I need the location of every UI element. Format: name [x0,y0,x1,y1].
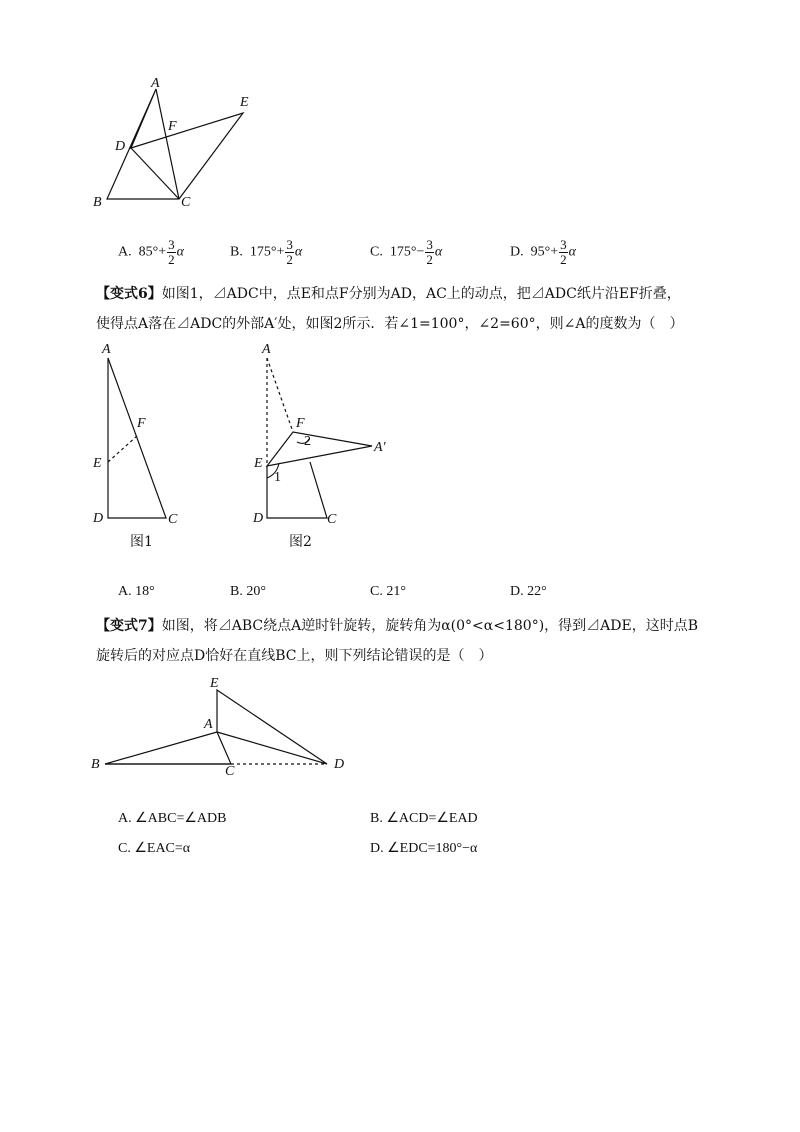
q5-option-b[interactable] [230,238,302,267]
fig5-label-F: F [168,119,177,134]
q5-option-a-den: 2 [168,252,175,267]
fig1-label-D: D [93,511,104,526]
fig2-caption: 图2 [289,534,312,550]
figure-q7 [95,680,345,780]
q5-option-a-key: A. [118,244,132,260]
fig2-label-1: 1 [274,470,281,485]
q5-option-d[interactable] [510,238,576,267]
q6-option-c[interactable]: C. 21° [370,584,406,599]
q7-stem-1: 如图，将⊿ABC绕点A逆时针旋转，旋转角为α(0°<α<180°)，得到⊿ADE，这时点B [161,618,698,634]
fig1-label-F: F [137,416,146,431]
fig1-caption: 图1 [130,534,153,550]
q7-option-a[interactable]: A. ∠ABC=∠ADB [118,811,227,826]
fig2-dashed-AF [267,358,293,432]
fig2-label-C: C [327,512,337,527]
fig7-triangle-ADE [217,690,327,764]
fig5-line-AC [156,89,179,199]
q5-option-a-num: 3 [168,237,175,252]
fig1-label-E: E [93,456,102,471]
fig2-label-A: A [262,342,271,357]
q5-option-b-num: 3 [286,237,293,252]
q6-option-b[interactable]: B. 20° [230,584,266,599]
fig2-label-2: 2 [304,434,311,449]
q6-option-d[interactable]: D. 22° [510,584,547,599]
fig1-label-C: C [168,512,178,527]
q6-option-a[interactable]: A. 18° [118,584,155,599]
fig7-triangle-ABC [105,732,231,764]
q5-option-c-den: 2 [426,252,433,267]
fig2-label-Aprime: A′ [374,440,386,455]
fig5-label-B: B [93,195,102,210]
fig1-triangle-ADC [108,358,166,518]
q6-tag: 【变式6】 [96,286,162,302]
figure-q5 [85,75,265,215]
fig5-line-DC [131,148,179,199]
fig7-label-E: E [210,676,219,691]
q7-tag: 【变式7】 [96,618,162,634]
q7-option-b[interactable]: B. ∠ACD=∠EAD [370,811,478,826]
fig5-label-C: C [181,195,191,210]
q5-option-c-fraction [425,238,434,267]
q5-option-d-fraction [559,238,568,267]
q5-option-d-tail: α [568,244,576,260]
q5-option-d-key: D. [510,244,524,260]
fig1-label-A: A [102,342,111,357]
q5-option-c-key: C. [370,244,383,260]
q5-option-b-head: 175°+ [249,244,285,260]
q5-option-a-head: 85°+ [138,244,167,260]
q7-line-2: 旋转后的对应点D恰好在直线BC上，则下列结论错误的是（ ） [96,648,493,664]
q5-option-c-num: 3 [426,237,433,252]
q7-option-c[interactable]: C. ∠EAC=α [118,841,191,856]
fig2-label-F: F [296,416,305,431]
fig5-label-E: E [240,95,249,110]
q5-option-c-head: 175°− [389,244,425,260]
q5-option-b-key: B. [230,244,243,260]
q5-option-a-fraction [167,238,176,267]
q5-option-a[interactable] [118,238,184,267]
fig7-label-B: B [91,757,100,772]
q5-option-c-tail: α [434,244,443,260]
fig2-label-D: D [253,511,264,526]
fig2-label-E: E [254,456,263,471]
fig5-label-D: D [115,139,126,154]
q5-option-d-head: 95°+ [530,244,559,260]
q5-option-b-fraction [285,238,294,267]
fig2-folded-triangle [267,432,372,466]
fig7-label-D: D [334,757,345,772]
q6-line-2: 使得点A落在⊿ADC的外部A′处，如图2所示．若∠1=100°，∠2=60°，则∠A的度数为（ ） [96,316,684,332]
q5-option-d-den: 2 [560,252,567,267]
figure-q6-2 [255,350,395,525]
fig5-label-A: A [151,76,160,91]
q7-line-1 [96,616,698,636]
q6-stem-1: 如图1，⊿ADC中，点E和点F分别为AD，AC上的动点，把⊿ADC纸片沿EF折叠， [161,286,681,302]
q6-line-1 [96,284,681,304]
fig7-label-C: C [225,764,235,779]
fig1-fold-line-EF [108,436,137,462]
q5-option-c[interactable] [370,238,442,267]
q5-option-a-tail: α [176,244,184,260]
fig7-label-A: A [204,717,213,732]
q5-option-b-tail: α [294,244,303,260]
figure-q6-1 [100,350,180,525]
q5-option-d-num: 3 [560,237,567,252]
q7-option-d[interactable]: D. ∠EDC=180°−α [370,841,478,856]
q5-option-b-den: 2 [286,252,293,267]
